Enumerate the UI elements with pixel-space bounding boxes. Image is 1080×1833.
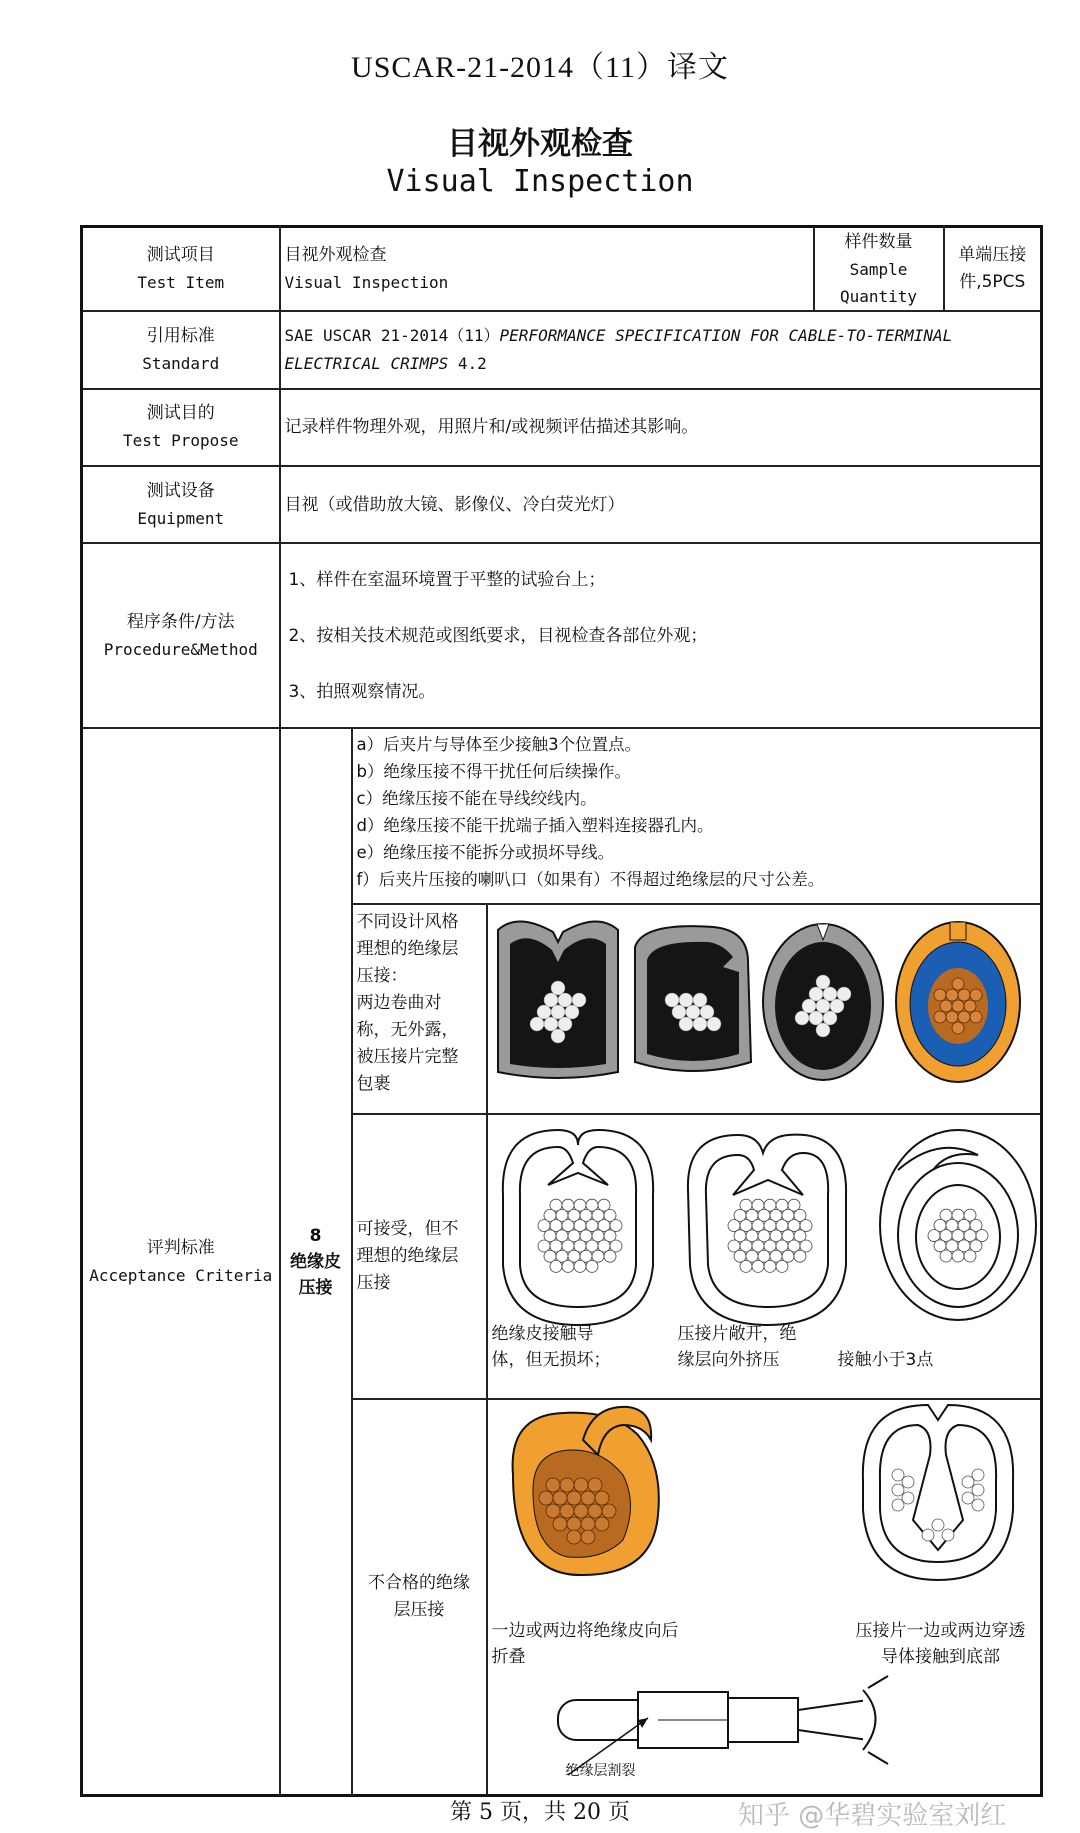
rule-item: a）后夹片与导体至少接触3个位置点。 xyxy=(356,735,642,755)
reject-caption-2: 压接片一边或两边穿透 导体接触到底部 xyxy=(855,1620,1026,1667)
reject-crimp-figure-2 xyxy=(862,1405,1012,1580)
criteria-rules xyxy=(352,728,1042,904)
purpose-value: 记录样件物理外观，用照片和/或视频评估描述其影响。 xyxy=(280,389,1042,466)
procedure-step: 2、按相关技术规范或图纸要求，目视检查各部位外观； xyxy=(288,625,708,646)
standard-value: SAE USCAR 21-2014（11）PERFORMANCE SPECIFICATION FOR CABLE-TO-TERMINAL ELECTRICAL CRIMPS 4.2 xyxy=(280,311,1042,388)
strand xyxy=(940,1250,952,1262)
criteria-category: 8 绝缘皮 压接 xyxy=(280,728,352,1795)
strand xyxy=(604,1250,616,1262)
purpose-label: 测试目的 Test Propose xyxy=(82,389,280,466)
sample-quantity-label: 样件数量 Sample Quantity xyxy=(814,227,944,312)
ideal-crimp-figure-1 xyxy=(498,922,618,1079)
strand xyxy=(952,1250,964,1262)
equipment-value: 目视（或借助放大镜、影像仪、冷白荧光灯） xyxy=(280,466,1042,543)
strand-bundle xyxy=(728,1199,812,1272)
ideal-crimp-figure-2 xyxy=(635,926,751,1071)
strand xyxy=(764,1260,776,1272)
rule-item: b）绝缘压接不得干扰任何后续操作。 xyxy=(356,762,631,782)
watermark: 知乎 @华碧实验室刘红 xyxy=(738,1801,1007,1831)
sample-quantity-value: 单端压接 件,5PCS xyxy=(944,227,1042,312)
acceptable-crimp-figures xyxy=(487,1114,1042,1399)
ideal-crimp-illustration xyxy=(488,907,1041,1107)
procedure-step: 3、拍照观察情况。 xyxy=(288,681,436,702)
strand xyxy=(964,1250,976,1262)
strand xyxy=(574,1260,586,1272)
rule-item: d）绝缘压接不能干扰端子插入塑料连接器孔内。 xyxy=(356,816,714,836)
rule-item: f）后夹片压接的喇叭口（如果有）不得超过绝缘层的尺寸公差。 xyxy=(356,870,825,890)
acceptable-crimp-label: 可接受，但不 理想的绝缘层 压接 xyxy=(352,1114,487,1399)
strand xyxy=(794,1250,806,1262)
page-number: 第 5 页，共 20 页 xyxy=(450,1800,630,1825)
reject-crimp-figures xyxy=(487,1399,1042,1796)
test-item-label: 测试项目 Test Item xyxy=(82,227,280,312)
reject-crimp-figure-1 xyxy=(512,1407,658,1575)
reject-crimp-cable-side-view xyxy=(558,1676,888,1764)
strand xyxy=(740,1260,752,1272)
standard-label: 引用标准 Standard xyxy=(82,311,280,388)
procedure-label: 程序条件/方法 Procedure&Method xyxy=(82,543,280,728)
strand xyxy=(776,1260,788,1272)
rule-item: c）绝缘压接不能在导线绞线内。 xyxy=(356,789,597,809)
ideal-crimp-figure-4 xyxy=(896,922,1020,1082)
strand xyxy=(550,1260,562,1272)
strand-bundle xyxy=(538,1199,622,1272)
page-title: 目视外观检查 xyxy=(447,126,633,162)
document-header: USCAR-21-2014（11）译文 xyxy=(351,51,729,84)
criteria-label: 评判标准 Acceptance Criteria xyxy=(82,728,280,1795)
crack-label: 绝缘层割裂 xyxy=(565,1762,636,1779)
acceptable-caption-1: 绝缘皮接触导 体，但无损坏； xyxy=(491,1323,611,1370)
rule-item: e）绝缘压接不能拆分或损坏导线。 xyxy=(356,843,615,863)
strand xyxy=(586,1260,598,1272)
strand xyxy=(562,1260,574,1272)
reject-crimp-illustration xyxy=(488,1400,1041,1790)
page-subtitle: Visual Inspection xyxy=(386,164,694,199)
reject-crimp-label: 不合格的绝缘 层压接 xyxy=(352,1399,487,1796)
ideal-crimp-label: 不同设计风格 理想的绝缘层 压接： 两边卷曲对 称，无外露， 被压接片完整 包裹 xyxy=(352,904,487,1114)
inspection-table xyxy=(80,225,1043,1797)
procedure-steps xyxy=(280,543,1042,728)
acceptable-caption-3: 接触小于3点 xyxy=(837,1349,934,1370)
acceptable-caption-2: 压接片敞开，绝 缘层向外挤压 xyxy=(677,1323,797,1370)
ideal-crimp-figure-3 xyxy=(763,924,883,1080)
strand xyxy=(752,1260,764,1272)
ideal-crimp-figures xyxy=(487,904,1042,1114)
procedure-step: 1、样件在室温环境置于平整的试验台上； xyxy=(288,569,606,590)
reject-caption-1: 一边或两边将绝缘皮向后 折叠 xyxy=(491,1620,679,1667)
test-item-value: 目视外观检查 Visual Inspection xyxy=(280,227,814,312)
equipment-label: 测试设备 Equipment xyxy=(82,466,280,543)
